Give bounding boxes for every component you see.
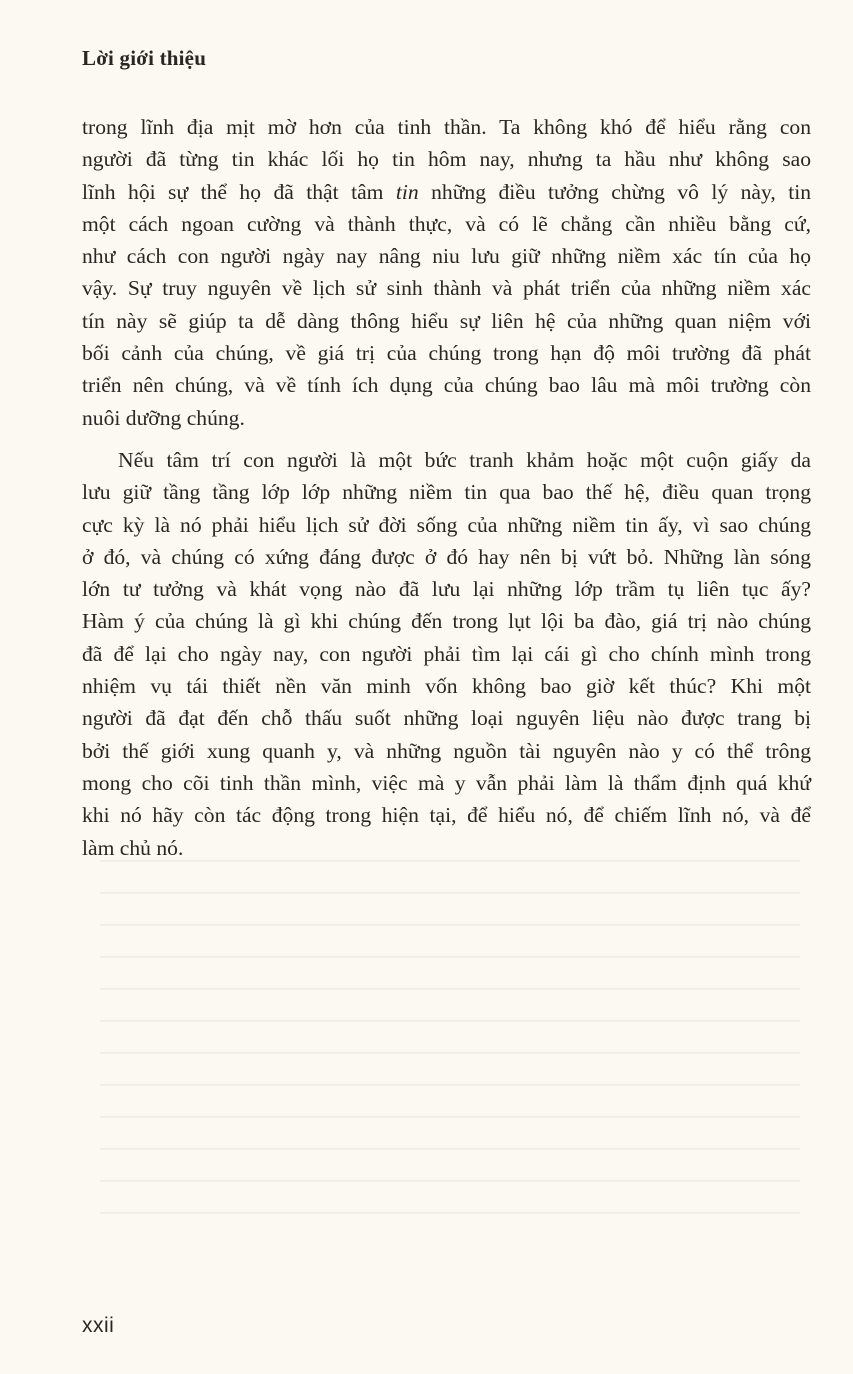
text-line: nuôi dưỡng chúng. <box>82 405 245 430</box>
text-line: bối cảnh của chúng, về giá trị của chúng trong hạn độ môi trường đã phát <box>82 341 811 366</box>
text-line: như cách con người ngày nay nâng niu lưu giữ những niềm xác tín của họ <box>82 244 811 269</box>
paragraph-2 <box>82 444 811 864</box>
show-through-texture <box>100 840 800 1240</box>
text-line: tín này sẽ giúp ta dễ dàng thông hiểu sự liên hệ của những quan niệm với <box>82 308 811 333</box>
text-line: một cách ngoan cường và thành thực, và có lẽ chẳng cần nhiều bằng cứ, <box>82 211 811 236</box>
text-line: người đã đạt đến chỗ thấu suốt những loại nguyên liệu nào được trang bị <box>82 706 811 731</box>
paragraph-1 <box>82 111 811 434</box>
text-line: Nếu tâm trí con người là một bức tranh khảm hoặc một cuộn giấy da <box>118 447 811 472</box>
body-text <box>82 111 811 864</box>
text-line: cực kỳ là nó phải hiểu lịch sử đời sống của những niềm tin ấy, vì sao chúng <box>82 512 811 537</box>
text-line: triển nên chúng, và về tính ích dụng của chúng bao lâu mà môi trường còn <box>82 373 811 398</box>
text-line: khi nó hãy còn tác động trong hiện tại, để hiểu nó, để chiếm lĩnh nó, và để <box>82 803 811 828</box>
text-line: đã để lại cho ngày nay, con người phải tìm lại cái gì cho chính mình trong <box>82 641 811 666</box>
text-line: lớn tư tưởng và khát vọng nào đã lưu lại những lớp trầm tụ liên tục ấy? <box>82 577 811 602</box>
text-line: lĩnh hội sự thể họ đã thật tâm tin những điều tưởng chừng vô lý này, tin <box>82 179 811 204</box>
text-line: người đã từng tin khác lối họ tin hôm nay, nhưng ta hầu như không sao <box>82 147 811 172</box>
text-line: lưu giữ tầng tầng lớp lớp những niềm tin qua bao thế hệ, điều quan trọng <box>82 480 811 505</box>
text-line: trong lĩnh địa mịt mờ hơn của tinh thần. Ta không khó để hiểu rằng con <box>82 115 811 139</box>
text-line: Hàm ý của chúng là gì khi chúng đến trong lụt lội ba đào, giá trị nào chúng <box>82 609 811 634</box>
text-line: vậy. Sự truy nguyên về lịch sử sinh thành và phát triển của những niềm xác <box>82 276 811 301</box>
text-line: ở đó, và chúng có xứng đáng được ở đó hay nên bị vứt bỏ. Những làn sóng <box>82 544 811 569</box>
running-head: Lời giới thiệu <box>82 46 207 70</box>
page-number: xxii <box>82 1314 115 1337</box>
text-line: mong cho cõi tinh thần mình, việc mà y vẫn phải làm là thẩm định quá khứ <box>82 770 811 795</box>
text-line: bởi thế giới xung quanh y, và những nguồn tài nguyên nào y có thể trông <box>82 738 811 763</box>
text-line: nhiệm vụ tái thiết nền văn minh vốn không bao giờ kết thúc? Khi một <box>82 674 811 699</box>
text-line: làm chủ nó. <box>82 835 184 860</box>
